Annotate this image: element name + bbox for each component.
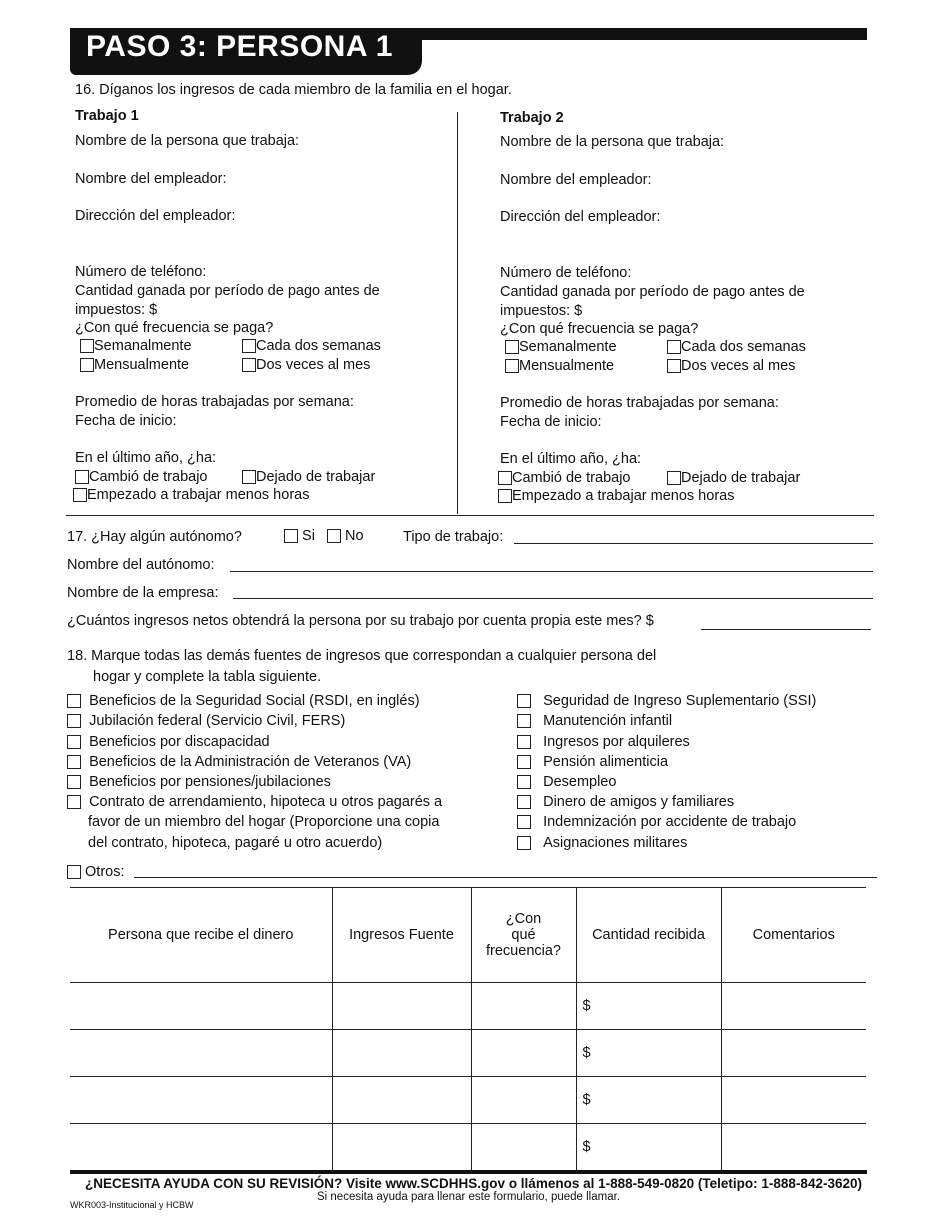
phone-field[interactable]: Número de teléfono:: [75, 264, 207, 280]
income-source-checkbox[interactable]: [517, 795, 531, 809]
no-checkbox[interactable]: [327, 529, 341, 543]
work-type-label: Tipo de trabajo:: [403, 529, 504, 545]
frequency-question: ¿Con qué frecuencia se paga?: [500, 321, 699, 337]
income-source-checkbox[interactable]: [67, 714, 81, 728]
income-source-checkbox[interactable]: [517, 694, 531, 708]
net-income-label: ¿Cuántos ingresos netos obtendrá la persona por su trabajo por cuenta propia este mes? $: [67, 613, 654, 629]
work-type-input[interactable]: [514, 543, 873, 544]
income-source-checkbox[interactable]: [517, 735, 531, 749]
col-header-source: Ingresos Fuente: [332, 888, 471, 983]
income-source-cont: favor de un miembro del hogar (Proporcione una copia: [88, 814, 440, 830]
stopped-work-checkbox[interactable]: [242, 470, 256, 484]
income-source-checkbox[interactable]: [517, 815, 531, 829]
income-source-cont: del contrato, hipoteca, pagaré u otro acuerdo): [88, 835, 383, 851]
section-divider: [66, 515, 874, 516]
employer-address-field[interactable]: Dirección del empleador:: [75, 208, 236, 224]
weekly-option[interactable]: Semanalmente: [505, 339, 617, 355]
avg-hours-field[interactable]: Promedio de horas trabajadas por semana:: [500, 395, 779, 411]
income-source-option[interactable]: Asignaciones militares: [517, 835, 687, 851]
self-employed-name-label: Nombre del autónomo:: [67, 557, 215, 573]
fewer-hours-checkbox[interactable]: [73, 488, 87, 502]
frequency-cell[interactable]: [471, 1124, 576, 1171]
income-source-checkbox[interactable]: [67, 735, 81, 749]
help-subtext: Si necesita ayuda para llenar este formulario, puede llamar.: [316, 1191, 620, 1203]
amount-field[interactable]: impuestos: $: [500, 303, 583, 319]
others-checkbox[interactable]: [67, 865, 81, 879]
stopped-work-option[interactable]: Dejado de trabajar: [667, 470, 800, 486]
income-source-checkbox[interactable]: [517, 775, 531, 789]
col-header-comments: Comentarios: [721, 888, 866, 983]
form-code: WKR003-Institucional y HCBW: [70, 1200, 194, 1210]
person-cell[interactable]: [70, 983, 332, 1030]
job-title: Trabajo 1: [75, 108, 139, 124]
help-banner: ¿NECESITA AYUDA CON SU REVISIÓN? Visite www.SCDHHS.gov o llámenos al 1-888-549-0820 (Teletipo: 1-888-842-3620): [85, 1176, 862, 1191]
person-cell[interactable]: [70, 1077, 332, 1124]
weekly-option[interactable]: Semanalmente: [80, 338, 192, 354]
income-source-option[interactable]: Beneficios por discapacidad: [67, 734, 270, 750]
monthly-option[interactable]: Mensualmente: [80, 357, 189, 373]
frequency-cell[interactable]: [471, 1030, 576, 1077]
comments-cell[interactable]: [721, 1077, 866, 1124]
biweekly-option[interactable]: Cada dos semanas: [242, 338, 381, 354]
income-source-option[interactable]: Ingresos por alquileres: [517, 734, 690, 750]
net-income-input[interactable]: [701, 629, 871, 630]
biweekly-checkbox[interactable]: [242, 339, 256, 353]
page-title: PASO 3: PERSONA 1: [86, 30, 393, 63]
monthly-option[interactable]: Mensualmente: [505, 358, 614, 374]
income-source-option[interactable]: Seguridad de Ingreso Suplementario (SSI): [517, 693, 816, 709]
comments-cell[interactable]: [721, 1030, 866, 1077]
table-row: [70, 1077, 866, 1124]
income-source-option[interactable]: Pensión alimenticia: [517, 754, 668, 770]
income-source-option[interactable]: Beneficios por pensiones/jubilaciones: [67, 774, 331, 790]
twice-month-checkbox[interactable]: [242, 358, 256, 372]
job-column-divider: [457, 112, 458, 514]
biweekly-checkbox[interactable]: [667, 340, 681, 354]
q16-prompt: 16. Díganos los ingresos de cada miembro de la familia en el hogar.: [75, 82, 512, 98]
income-source-checkbox[interactable]: [67, 694, 81, 708]
col-header-frequency: ¿Con qué frecuencia?: [471, 888, 576, 983]
income-source-option[interactable]: Beneficios de la Seguridad Social (RSDI, en inglés): [67, 693, 420, 709]
income-source-checkbox[interactable]: [67, 795, 81, 809]
employer-address-field[interactable]: Dirección del empleador:: [500, 209, 661, 225]
changed-job-option[interactable]: Cambió de trabajo: [75, 469, 208, 485]
source-cell[interactable]: [332, 983, 471, 1030]
company-name-label: Nombre de la empresa:: [67, 585, 219, 601]
job-title: Trabajo 2: [500, 110, 564, 126]
yes-checkbox[interactable]: [284, 529, 298, 543]
amount-cell[interactable]: $: [576, 983, 721, 1030]
income-source-checkbox[interactable]: [67, 755, 81, 769]
twice-month-option[interactable]: Dos veces al mes: [667, 358, 795, 374]
source-cell[interactable]: [332, 1124, 471, 1171]
frequency-question: ¿Con qué frecuencia se paga?: [75, 320, 274, 336]
weekly-checkbox[interactable]: [505, 340, 519, 354]
income-source-option[interactable]: Beneficios de la Administración de Veteranos (VA): [67, 754, 411, 770]
changed-job-checkbox[interactable]: [75, 470, 89, 484]
table-header-row: [70, 888, 866, 983]
income-source-checkbox[interactable]: [517, 714, 531, 728]
income-source-checkbox[interactable]: [517, 836, 531, 850]
table-row: [70, 1124, 866, 1171]
amount-cell[interactable]: $: [576, 1124, 721, 1171]
footer-rule: [70, 1170, 867, 1174]
stopped-work-option[interactable]: Dejado de trabajar: [242, 469, 375, 485]
fewer-hours-option[interactable]: Empezado a trabajar menos horas: [498, 488, 734, 504]
income-source-option[interactable]: Manutención infantil: [517, 713, 672, 729]
income-source-option[interactable]: Desempleo: [517, 774, 616, 790]
employer-name-field[interactable]: Nombre del empleador:: [500, 172, 652, 188]
comments-cell[interactable]: [721, 1124, 866, 1171]
last-year-question: En el último año, ¿ha:: [75, 450, 217, 466]
amount-cell[interactable]: $: [576, 1030, 721, 1077]
fewer-hours-option[interactable]: Empezado a trabajar menos horas: [73, 487, 309, 503]
stopped-work-checkbox[interactable]: [667, 471, 681, 485]
worker-name-field[interactable]: Nombre de la persona que trabaja:: [500, 134, 725, 150]
income-source-option[interactable]: Jubilación federal (Servicio Civil, FERS): [67, 713, 345, 729]
amount-cell[interactable]: $: [576, 1077, 721, 1124]
amount-field[interactable]: impuestos: $: [75, 302, 158, 318]
income-table: [70, 887, 866, 1171]
col-header-person: Persona que recibe el dinero: [70, 888, 332, 983]
income-source-option[interactable]: Contrato de arrendamiento, hipoteca u otros pagarés a: [67, 794, 442, 810]
person-cell[interactable]: [70, 1124, 332, 1171]
twice-month-checkbox[interactable]: [667, 359, 681, 373]
weekly-checkbox[interactable]: [80, 339, 94, 353]
changed-job-option[interactable]: Cambió de trabajo: [498, 470, 631, 486]
amount-label: Cantidad ganada por período de pago antes de: [500, 284, 805, 300]
twice-month-option[interactable]: Dos veces al mes: [242, 357, 370, 373]
comments-cell[interactable]: [721, 983, 866, 1030]
biweekly-option[interactable]: Cada dos semanas: [667, 339, 806, 355]
start-date-field[interactable]: Fecha de inicio:: [75, 413, 177, 429]
q18-prompt-cont: hogar y complete la tabla siguiente.: [93, 669, 322, 685]
changed-job-checkbox[interactable]: [498, 471, 512, 485]
phone-field[interactable]: Número de teléfono:: [500, 265, 632, 281]
person-cell[interactable]: [70, 1030, 332, 1077]
avg-hours-field[interactable]: Promedio de horas trabajadas por semana:: [75, 394, 354, 410]
frequency-cell[interactable]: [471, 1077, 576, 1124]
monthly-checkbox[interactable]: [505, 359, 519, 373]
q17-prompt: 17. ¿Hay algún autónomo?: [67, 529, 242, 545]
employer-name-field[interactable]: Nombre del empleador:: [75, 171, 227, 187]
q18-prompt: 18. Marque todas las demás fuentes de ingresos que correspondan a cualquier persona del: [67, 648, 657, 664]
others-input[interactable]: [134, 877, 877, 878]
table-row: [70, 1030, 866, 1077]
fewer-hours-checkbox[interactable]: [498, 489, 512, 503]
income-source-option[interactable]: Dinero de amigos y familiares: [517, 794, 734, 810]
amount-label: Cantidad ganada por período de pago antes de: [75, 283, 380, 299]
frequency-cell[interactable]: [471, 983, 576, 1030]
worker-name-field[interactable]: Nombre de la persona que trabaja:: [75, 133, 300, 149]
company-name-input[interactable]: [233, 598, 873, 599]
income-source-checkbox[interactable]: [517, 755, 531, 769]
self-employed-name-input[interactable]: [230, 571, 873, 572]
monthly-checkbox[interactable]: [80, 358, 94, 372]
self-employed-yes[interactable]: Si: [284, 528, 315, 544]
col-header-amount: Cantidad recibida: [576, 888, 721, 983]
last-year-question: En el último año, ¿ha:: [500, 451, 642, 467]
self-employed-no[interactable]: No: [327, 528, 364, 544]
table-row: [70, 983, 866, 1030]
start-date-field[interactable]: Fecha de inicio:: [500, 414, 602, 430]
others-option[interactable]: Otros:: [67, 864, 125, 880]
source-cell[interactable]: [332, 1030, 471, 1077]
source-cell[interactable]: [332, 1077, 471, 1124]
income-source-checkbox[interactable]: [67, 775, 81, 789]
income-source-option[interactable]: Indemnización por accidente de trabajo: [517, 814, 796, 830]
